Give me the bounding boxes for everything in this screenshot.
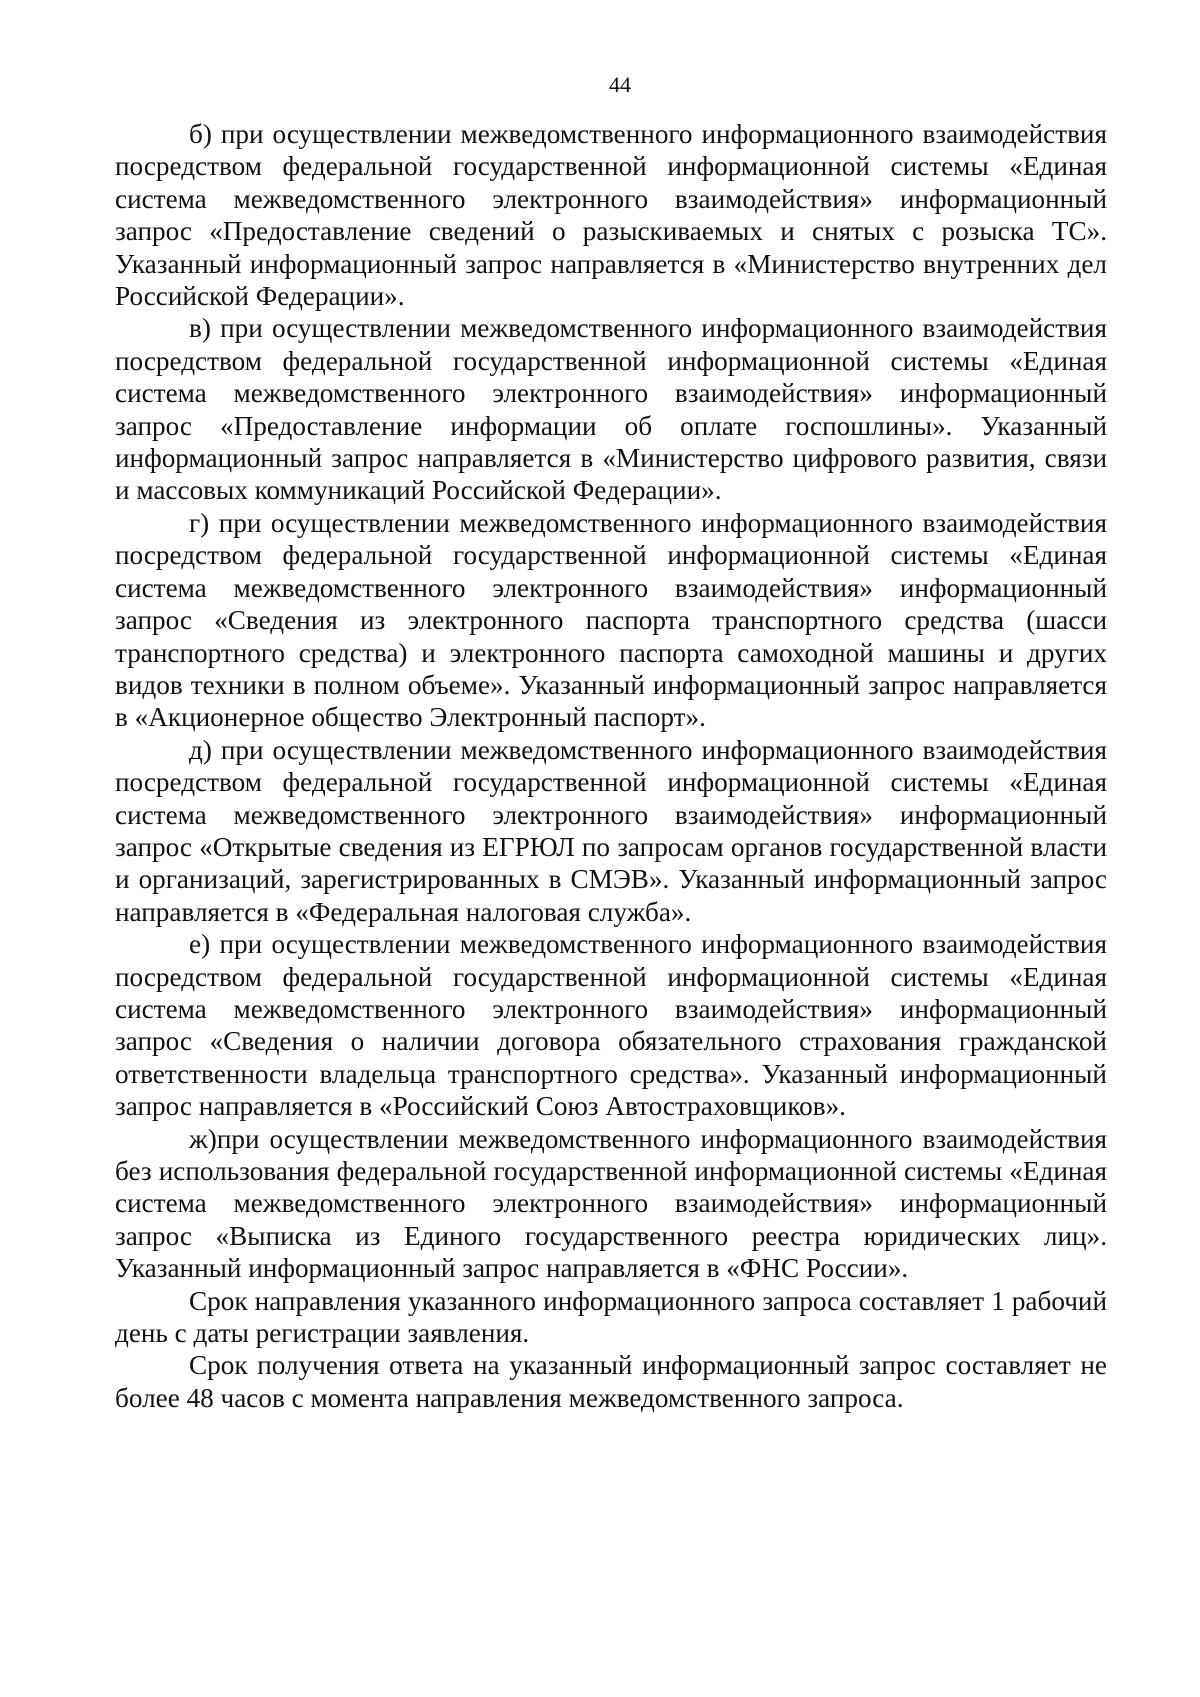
paragraph-request-deadline: Срок направления указанного информационного запроса составляет 1 рабочий день с даты регистрации заявления.	[115, 1285, 1107, 1349]
paragraph-e: е) при осуществлении межведомственного информационного взаимодействия посредством федеральной государственной информационной системы «Единая система межведомственного электронного взаимодействия» информационный запрос «Сведения о наличии договора обязательного страхования гражданской ответственности владельца транспортного средства». Указанный информационный запрос направляется в «Российский Союз Автостраховщиков».	[115, 929, 1107, 1122]
paragraph-v: в) при осуществлении межведомственного информационного взаимодействия посредством федеральной государственной информационной системы «Единая система межведомственного электронного взаимодействия» информационный запрос «Предоставление информации об оплате госпошлины». Указанный информационный запрос направляется в «Министерство цифрового развития, связи и массовых коммуникаций Российской Федерации».	[115, 313, 1107, 506]
paragraph-zh: ж)при осуществлении межведомственного информационного взаимодействия без использования федеральной государственной информационной системы «Единая система межведомственного электронного взаимодействия» информационный запрос «Выписка из Единого государственного реестра юридических лиц». Указанный информационный запрос направляется в «ФНС России».	[115, 1123, 1107, 1284]
paragraph-b: б) при осуществлении межведомственного информационного взаимодействия посредством федеральной государственной информационной системы «Единая система межведомственного электронного взаимодействия» информационный запрос «Предоставление сведений о разыскиваемых и снятых с розыска ТС». Указанный информационный запрос направляется в «Министерство внутренних дел Российской Федерации».	[115, 119, 1107, 312]
document-body	[115, 118, 1107, 1414]
paragraph-d: д) при осуществлении межведомственного информационного взаимодействия посредством федеральной государственной информационной системы «Единая система межведомственного электронного взаимодействия» информационный запрос «Открытые сведения из ЕГРЮЛ по запросам органов государственной власти и организаций, зарегистрированных в СМЭВ». Указанный информационный запрос направляется в «Федеральная налоговая служба».	[115, 734, 1107, 927]
paragraph-response-deadline: Срок получения ответа на указанный информационный запрос составляет не более 48 часов с момента направления межведомственного запроса.	[115, 1350, 1107, 1413]
paragraph-g: г) при осуществлении межведомственного информационного взаимодействия посредством федеральной государственной информационной системы «Единая система межведомственного электронного взаимодействия» информационный запрос «Сведения из электронного паспорта транспортного средства (шасси транспортного средства) и электронного паспорта самоходной машины и других видов техники в полном объеме». Указанный информационный запрос направляется в «Акционерное общество Электронный паспорт».	[115, 507, 1107, 733]
page-number: 44	[609, 72, 631, 97]
